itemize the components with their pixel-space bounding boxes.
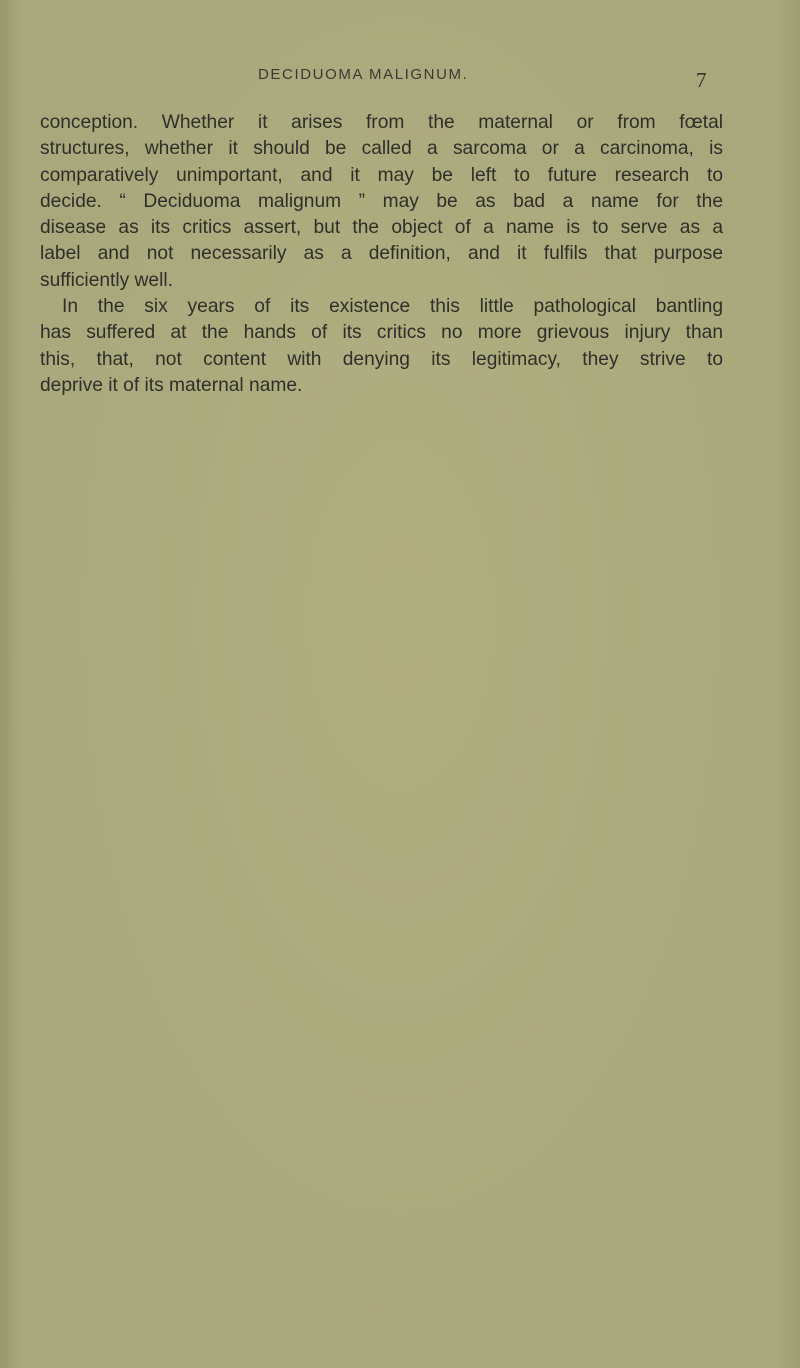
running-title: DECIDUOMA MALIGNUM.: [258, 66, 469, 83]
body-text: [40, 110, 723, 399]
text-line: label and not necessarily as a definition, and it fulfils that purpose: [40, 243, 723, 265]
text-line: decide. “ Deciduoma malignum ” may be as bad a name for the: [40, 190, 723, 212]
paragraph: [40, 110, 723, 294]
text-line: conception. Whether it arises from the maternal or from fœtal: [40, 112, 723, 133]
text-line: disease as its critics assert, but the object of a name is to serve as a: [40, 217, 723, 239]
text-line: structures, whether it should be called a sarcoma or a carcinoma, is: [40, 138, 723, 160]
text-line: comparatively unimportant, and it may be left to future research to: [40, 164, 723, 186]
page-number: 7: [696, 68, 707, 92]
running-head: [0, 62, 800, 92]
text-line: deprive it of its maternal name.: [40, 374, 303, 396]
text-line: has suffered at the hands of its critics no more grievous injury than: [40, 322, 723, 344]
text-line: sufficiently well.: [40, 269, 173, 291]
text-line: In the six years of its existence this little pathological bantling: [62, 296, 723, 318]
text-line: this, that, not content with denying its legitimacy, they strive to: [40, 348, 723, 370]
paragraph: [40, 294, 723, 399]
